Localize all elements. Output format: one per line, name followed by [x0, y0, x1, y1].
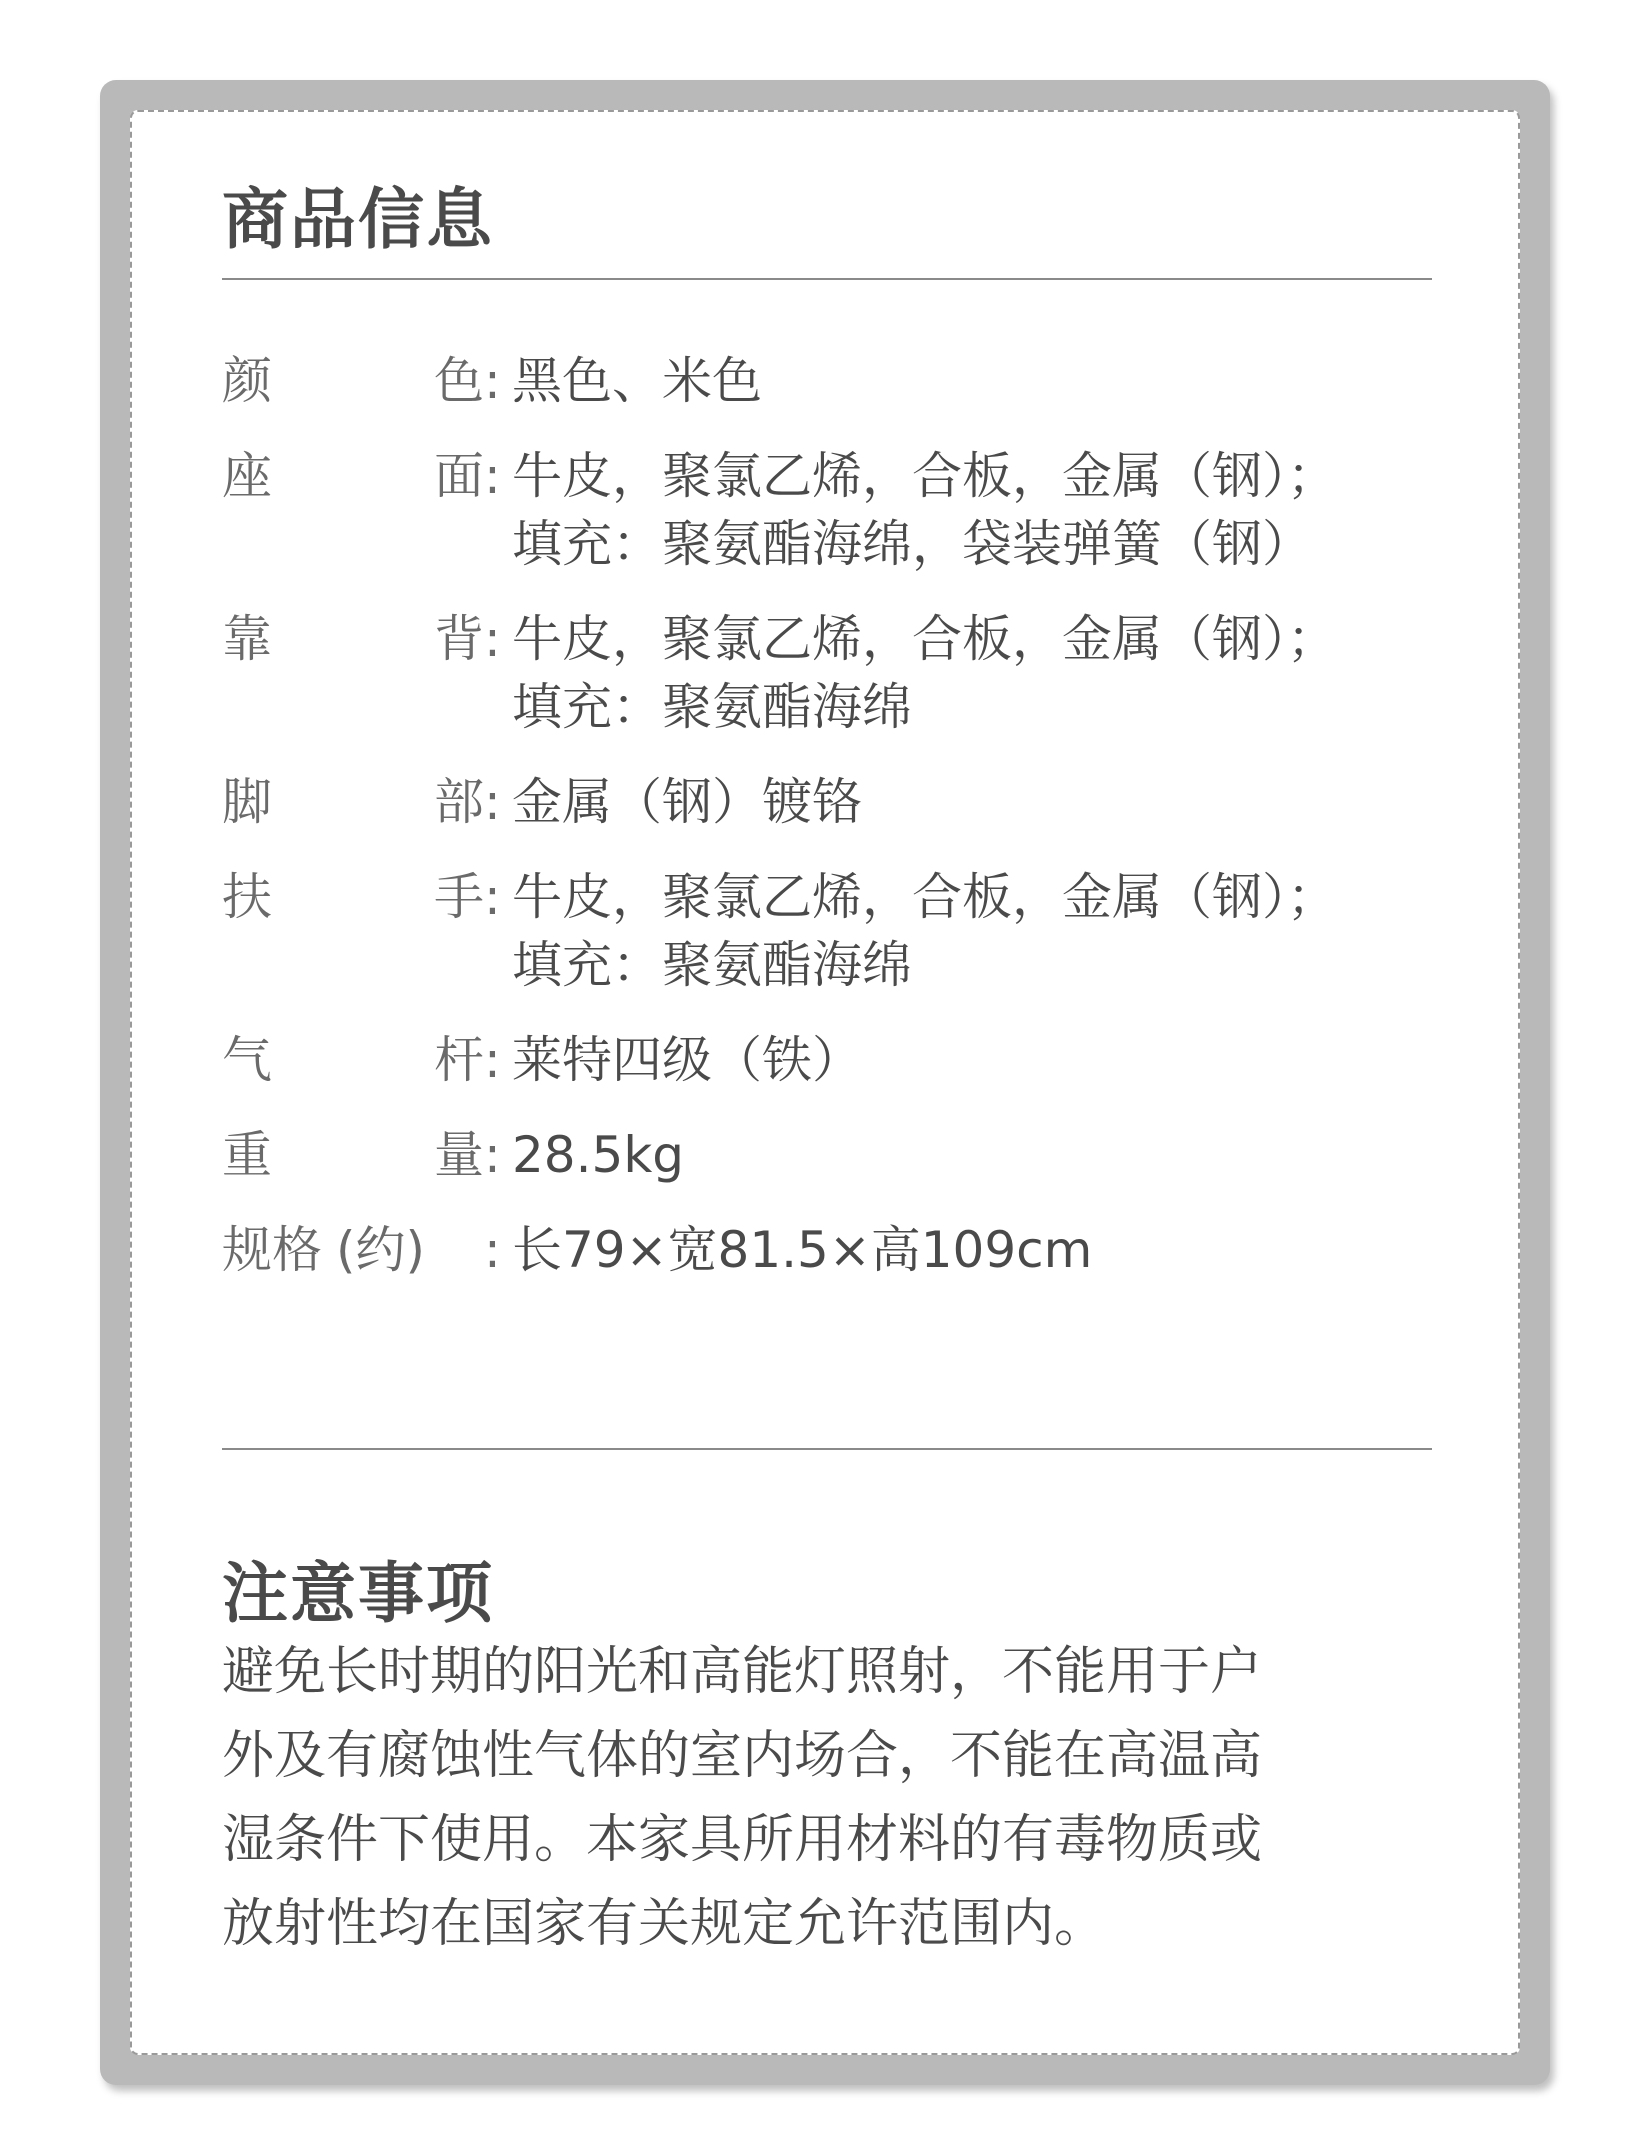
spec-value: 28.5kg [512, 1126, 685, 1184]
spec-row-seat: 座 面 : 牛皮，聚氯乙烯，合板，金属（钢）； 填充：聚氨酯海绵，袋装弹簧（钢） [222, 442, 1462, 578]
spec-list [222, 347, 1462, 1311]
spec-row-legs: 脚 部 : 金属（钢）镀铬 [222, 768, 1462, 836]
spec-label: 靠 背 [222, 610, 484, 668]
spec-label: 颜 色 [222, 352, 484, 410]
spec-row-armrest: 扶 手 : 牛皮，聚氯乙烯，合板，金属（钢）； 填充：聚氨酯海绵 [222, 863, 1462, 999]
spec-label: 座 面 [222, 447, 484, 505]
product-info-title: 商品信息 [222, 181, 494, 258]
spec-label: 规格 (约) [222, 1221, 426, 1279]
spec-row-dimensions: 规格 (约) : 长79×宽81.5×高109cm [222, 1216, 1462, 1284]
spec-row-color: 颜 色 : 黑色、米色 [222, 347, 1462, 415]
spec-value: 金属（钢）镀铬 [512, 773, 862, 831]
spec-label: 脚 部 [222, 773, 484, 831]
spec-label: 重 量 [222, 1126, 484, 1184]
notes-body [222, 1630, 1452, 1966]
spec-row-weight: 重 量 : 28.5kg [222, 1121, 1462, 1189]
spec-label: 气 杆 [222, 1031, 484, 1089]
spec-value: 莱特四级（铁） [512, 1031, 862, 1089]
notes-title: 注意事项 [222, 1555, 494, 1632]
title-divider [222, 278, 1432, 280]
notes-line: 避免长时期的阳光和高能灯照射，不能用于户 [222, 1642, 1263, 1702]
notes-line: 外及有腐蚀性气体的室内场合，不能在高温高 [222, 1726, 1263, 1786]
spec-value: 牛皮，聚氯乙烯，合板，金属（钢）； 填充：聚氨酯海绵，袋装弹簧（钢） [512, 447, 1337, 573]
spec-value: 牛皮，聚氯乙烯，合板，金属（钢）； 填充：聚氨酯海绵 [512, 868, 1337, 994]
spec-value: 长79×宽81.5×高109cm [512, 1221, 1093, 1279]
notes-line: 湿条件下使用。本家具所用材料的有毒物质或 [222, 1810, 1263, 1870]
card-frame [100, 80, 1550, 2085]
spec-label: 扶 手 [222, 868, 484, 926]
card-panel [130, 110, 1520, 2055]
notes-line: 放射性均在国家有关规定允许范围内。 [222, 1894, 1107, 1954]
spec-value: 黑色、米色 [512, 352, 762, 410]
spec-row-gas-lift: 气 杆 : 莱特四级（铁） [222, 1026, 1462, 1094]
spec-row-backrest: 靠 背 : 牛皮，聚氯乙烯，合板，金属（钢）； 填充：聚氨酯海绵 [222, 605, 1462, 741]
section-divider [222, 1448, 1432, 1450]
spec-value: 牛皮，聚氯乙烯，合板，金属（钢）； 填充：聚氨酯海绵 [512, 610, 1337, 736]
